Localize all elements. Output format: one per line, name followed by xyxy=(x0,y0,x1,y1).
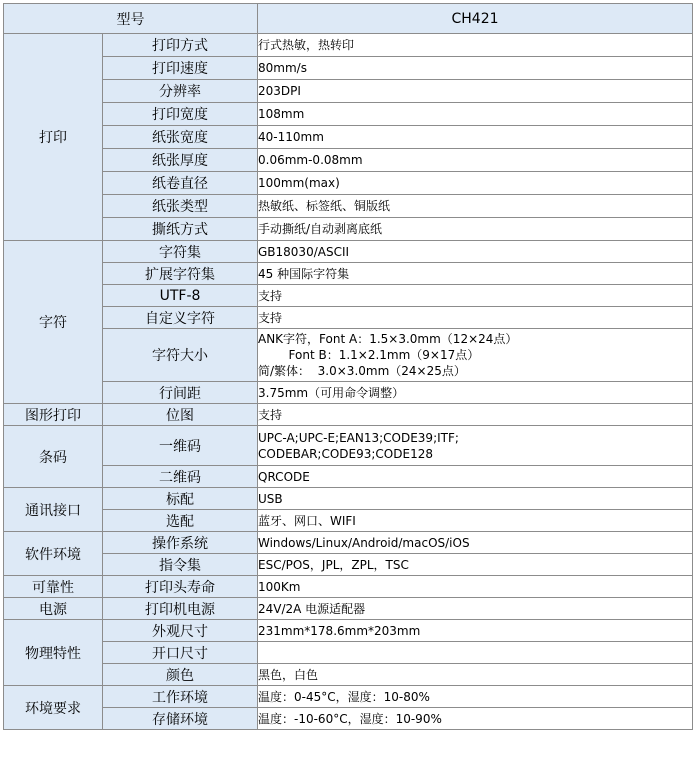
attr-value: 231mm*178.6mm*203mm xyxy=(258,620,693,642)
attr-label: 选配 xyxy=(103,510,258,532)
attr-label: 打印机电源 xyxy=(103,598,258,620)
attr-value: ESC/POS，JPL，ZPL，TSC xyxy=(258,554,693,576)
attr-value: 蓝牙、网口、WIFI xyxy=(258,510,693,532)
attr-label: 打印方式 xyxy=(103,34,258,57)
category-software: 软件环境 xyxy=(4,532,103,576)
spec-table xyxy=(3,3,693,730)
attr-value: 手动撕纸/自动剥离底纸 xyxy=(258,218,693,241)
attr-label: 纸张厚度 xyxy=(103,149,258,172)
attr-value: Windows/Linux/Android/macOS/iOS xyxy=(258,532,693,554)
attr-value: 0.06mm-0.08mm xyxy=(258,149,693,172)
attr-value: 温度：0-45°C，湿度：10-80% xyxy=(258,686,693,708)
attr-value: 温度：-10-60°C，湿度：10-90% xyxy=(258,708,693,730)
attr-label: 标配 xyxy=(103,488,258,510)
barcode-line-1: UPC-A;UPC-E;EAN13;CODE39;ITF; xyxy=(258,430,459,445)
attr-label: 开口尺寸 xyxy=(103,642,258,664)
attr-label: 撕纸方式 xyxy=(103,218,258,241)
attr-value: 45 种国际字符集 xyxy=(258,263,693,285)
category-environment: 环境要求 xyxy=(4,686,103,730)
attr-value: 108mm xyxy=(258,103,693,126)
attr-value: 支持 xyxy=(258,285,693,307)
attr-label: 字符集 xyxy=(103,241,258,263)
attr-value: 热敏纸、标签纸、铜版纸 xyxy=(258,195,693,218)
category-barcode: 条码 xyxy=(4,426,103,488)
attr-label: 存储环境 xyxy=(103,708,258,730)
char-size-line-a: ANK字符，Font A：1.5×3.0mm（12×24点） xyxy=(258,332,518,346)
category-print: 打印 xyxy=(4,34,103,241)
attr-value: 行式热敏，热转印 xyxy=(258,34,693,57)
attr-value xyxy=(258,642,693,664)
attr-label: 位图 xyxy=(103,404,258,426)
attr-label: 行间距 xyxy=(103,382,258,404)
attr-value: 3.75mm（可用命令调整） xyxy=(258,382,693,404)
attr-value: QRCODE xyxy=(258,466,693,488)
attr-label: 一维码 xyxy=(103,426,258,466)
attr-value: 203DPI xyxy=(258,80,693,103)
attr-label: 扩展字符集 xyxy=(103,263,258,285)
attr-label: 打印宽度 xyxy=(103,103,258,126)
attr-label: 打印速度 xyxy=(103,57,258,80)
char-size-line-b: Font B：1.1×2.1mm（9×17点） xyxy=(258,348,480,362)
attr-value-multiline xyxy=(258,426,693,466)
attr-value-multiline xyxy=(258,329,693,382)
attr-value: 40-110mm xyxy=(258,126,693,149)
attr-label: 纸卷直径 xyxy=(103,172,258,195)
attr-label: 工作环境 xyxy=(103,686,258,708)
attr-value: 支持 xyxy=(258,404,693,426)
attr-label: 字符大小 xyxy=(103,329,258,382)
attr-label: 纸张类型 xyxy=(103,195,258,218)
char-size-line-cjk: 简/繁体： 3.0×3.0mm（24×25点） xyxy=(258,364,466,378)
attr-label: 指令集 xyxy=(103,554,258,576)
barcode-line-2: CODEBAR;CODE93;CODE128 xyxy=(258,446,433,461)
attr-label: 自定义字符 xyxy=(103,307,258,329)
attr-value: GB18030/ASCII xyxy=(258,241,693,263)
category-graphics: 图形打印 xyxy=(4,404,103,426)
attr-value: 黑色，白色 xyxy=(258,664,693,686)
attr-value: 24V/2A 电源适配器 xyxy=(258,598,693,620)
attr-value: 100Km xyxy=(258,576,693,598)
attr-label: 二维码 xyxy=(103,466,258,488)
attr-label: 颜色 xyxy=(103,664,258,686)
category-interface: 通讯接口 xyxy=(4,488,103,532)
attr-value: 80mm/s xyxy=(258,57,693,80)
attr-value: 100mm(max) xyxy=(258,172,693,195)
attr-value: USB xyxy=(258,488,693,510)
attr-label: UTF-8 xyxy=(103,285,258,307)
attr-label: 分辨率 xyxy=(103,80,258,103)
attr-label: 打印头寿命 xyxy=(103,576,258,598)
attr-value: 支持 xyxy=(258,307,693,329)
header-model-value: CH421 xyxy=(258,4,693,34)
attr-label: 外观尺寸 xyxy=(103,620,258,642)
attr-label: 操作系统 xyxy=(103,532,258,554)
category-physical: 物理特性 xyxy=(4,620,103,686)
category-characters: 字符 xyxy=(4,241,103,404)
category-power: 电源 xyxy=(4,598,103,620)
attr-label: 纸张宽度 xyxy=(103,126,258,149)
category-reliability: 可靠性 xyxy=(4,576,103,598)
header-model-label: 型号 xyxy=(4,4,258,34)
